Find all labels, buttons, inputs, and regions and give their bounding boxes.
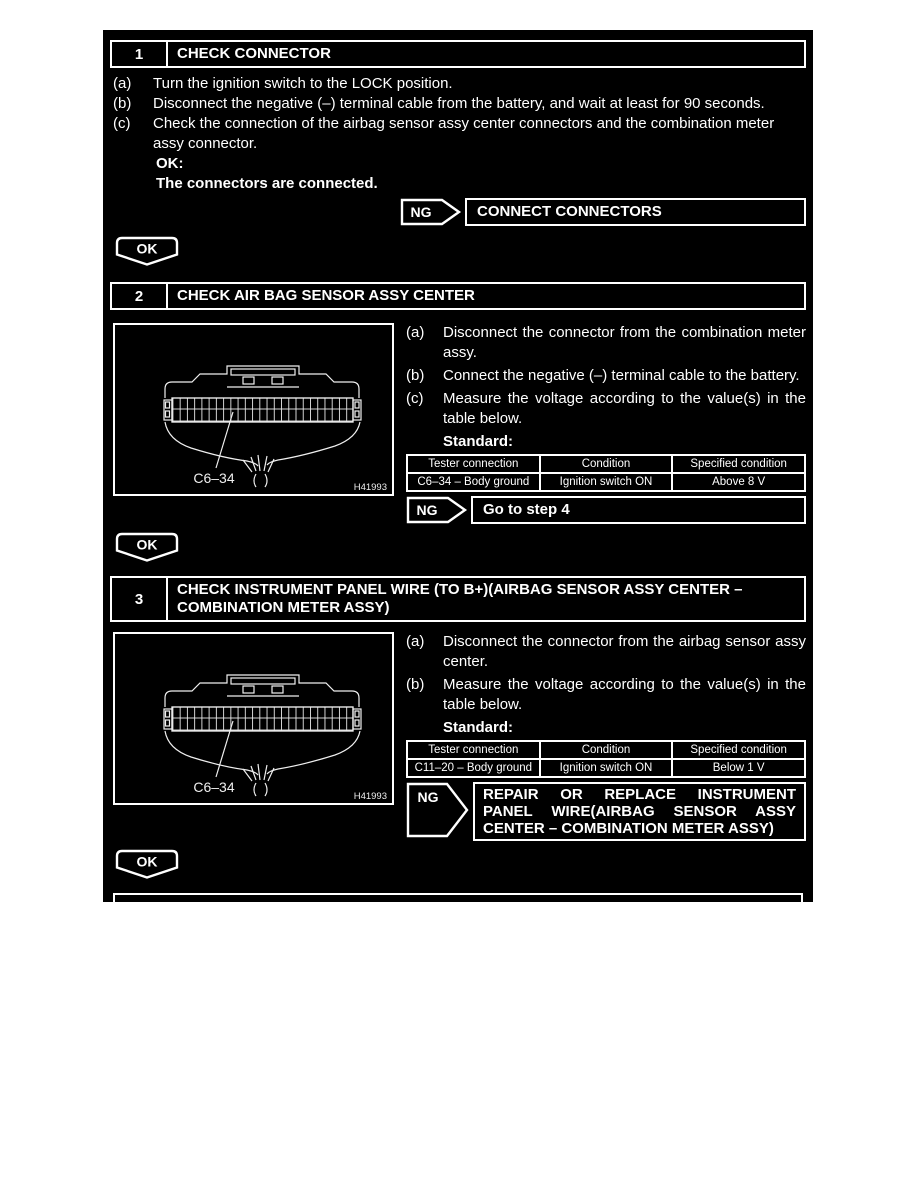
ng-arrow-icon	[406, 782, 470, 838]
step-3-body	[110, 632, 806, 841]
col-tester-connection: Tester connection	[407, 741, 540, 759]
step-2-number: 2	[112, 284, 168, 308]
tester-connection-value: C6–34 – Body ground	[407, 473, 540, 491]
procedure-item	[406, 366, 806, 386]
spec-table-header-row	[407, 455, 805, 473]
connector-art	[164, 366, 387, 493]
step-2-instructions	[406, 323, 806, 524]
standard-heading: Standard:	[443, 719, 514, 736]
ok-label: OK	[136, 853, 158, 870]
procedure-item	[113, 114, 806, 154]
item-text: Connect the negative (–) terminal cable to the battery.	[443, 367, 800, 384]
ng-arrow-icon	[400, 198, 462, 226]
col-specified-condition: Specified condition	[672, 455, 805, 473]
spec-table-row	[407, 473, 805, 491]
step-1-title: CHECK CONNECTOR	[177, 45, 331, 62]
item-text: Turn the ignition switch to the LOCK position.	[153, 75, 453, 92]
step-2-body	[110, 323, 806, 524]
step-2-title: CHECK AIR BAG SENSOR ASSY CENTER	[177, 287, 475, 304]
ng-label: NG	[416, 502, 438, 518]
col-condition: Condition	[540, 741, 673, 759]
item-text: Check the connection of the airbag sensor assy center connectors and the combination meter assy connector.	[153, 115, 775, 152]
tester-connection-value: C11–20 – Body ground	[407, 759, 540, 777]
procedure-item	[406, 389, 806, 429]
connector-label: C6–34	[193, 470, 235, 486]
connector-figure-box	[113, 323, 394, 496]
item-label: (b)	[406, 676, 425, 693]
ok-heading: OK:	[156, 155, 184, 172]
ok-condition: The connectors are connected.	[156, 175, 378, 192]
step-1-number: 1	[112, 42, 168, 66]
col-tester-connection: Tester connection	[407, 455, 540, 473]
step-1-header	[110, 40, 806, 68]
ok-flag-icon	[115, 532, 179, 563]
ok-label: OK	[136, 536, 158, 553]
col-condition: Condition	[540, 455, 673, 473]
step-3-ng-branch	[406, 782, 806, 841]
ng-label: NG	[410, 204, 432, 220]
item-text: Disconnect the connector from the airbag sensor assy center.	[443, 633, 806, 670]
item-label: (a)	[406, 633, 425, 650]
procedure-item	[113, 94, 806, 114]
spec-table-header-row	[407, 741, 805, 759]
step-1-ng-branch	[400, 198, 806, 226]
specified-condition-value: Above 8 V	[672, 473, 805, 491]
ng-directive-box: REPAIR OR REPLACE INSTRUMENT PANEL WIRE(AIRBAG SENSOR ASSY CENTER – COMBINATION METER ASSY)	[473, 782, 806, 841]
specified-condition-value: Below 1 V	[672, 759, 805, 777]
step-2-ng-branch	[406, 496, 806, 524]
troubleshooting-procedure-panel	[103, 30, 813, 916]
ng-label: NG	[417, 789, 439, 805]
ng-directive-box: Go to step 4	[471, 496, 806, 524]
procedure-item	[406, 675, 806, 715]
step-3-instructions	[406, 632, 806, 841]
ng-arrow-icon	[406, 496, 468, 524]
item-text: Measure the voltage according to the value(s) in the table below.	[443, 390, 806, 427]
item-text: Disconnect the negative (–) terminal cable from the battery, and wait at least for 90 seconds.	[153, 95, 765, 112]
procedure-item	[406, 323, 806, 363]
item-label: (b)	[113, 95, 132, 112]
final-action-box: REPLACE COMBINATION METER ASSY	[113, 893, 803, 923]
ng-directive-box: CONNECT CONNECTORS	[465, 198, 806, 226]
step-3-header	[110, 576, 806, 622]
item-text: Disconnect the connector from the combination meter assy.	[443, 324, 806, 361]
spec-table-row	[407, 759, 805, 777]
ok-flag-icon	[115, 236, 179, 267]
item-text: Measure the voltage according to the value(s) in the table below.	[443, 676, 806, 713]
item-label: (c)	[406, 390, 424, 407]
step-2-header	[110, 282, 806, 310]
item-label: (b)	[406, 367, 425, 384]
spec-table	[406, 740, 806, 778]
item-label: (a)	[406, 324, 425, 341]
step-3-title: CHECK INSTRUMENT PANEL WIRE (TO B+)(AIRBAG SENSOR ASSY CENTER – COMBINATION METER ASSY)	[177, 581, 743, 616]
condition-value: Ignition switch ON	[540, 759, 673, 777]
item-label: (c)	[113, 115, 131, 132]
spec-table	[406, 454, 806, 492]
ok-flag-icon	[115, 849, 179, 880]
figure-id-label: H41993	[353, 482, 387, 493]
step-1-procedure	[113, 74, 806, 194]
condition-value: Ignition switch ON	[540, 473, 673, 491]
connector-diagram	[115, 325, 392, 494]
procedure-item	[113, 74, 806, 94]
item-label: (a)	[113, 75, 132, 92]
procedure-item	[406, 632, 806, 672]
connector-figure-box	[113, 632, 394, 805]
ok-label: OK	[136, 240, 158, 257]
standard-heading: Standard:	[443, 433, 514, 450]
connector-diagram	[115, 634, 392, 803]
col-specified-condition: Specified condition	[672, 741, 805, 759]
step-3-number: 3	[112, 578, 168, 620]
